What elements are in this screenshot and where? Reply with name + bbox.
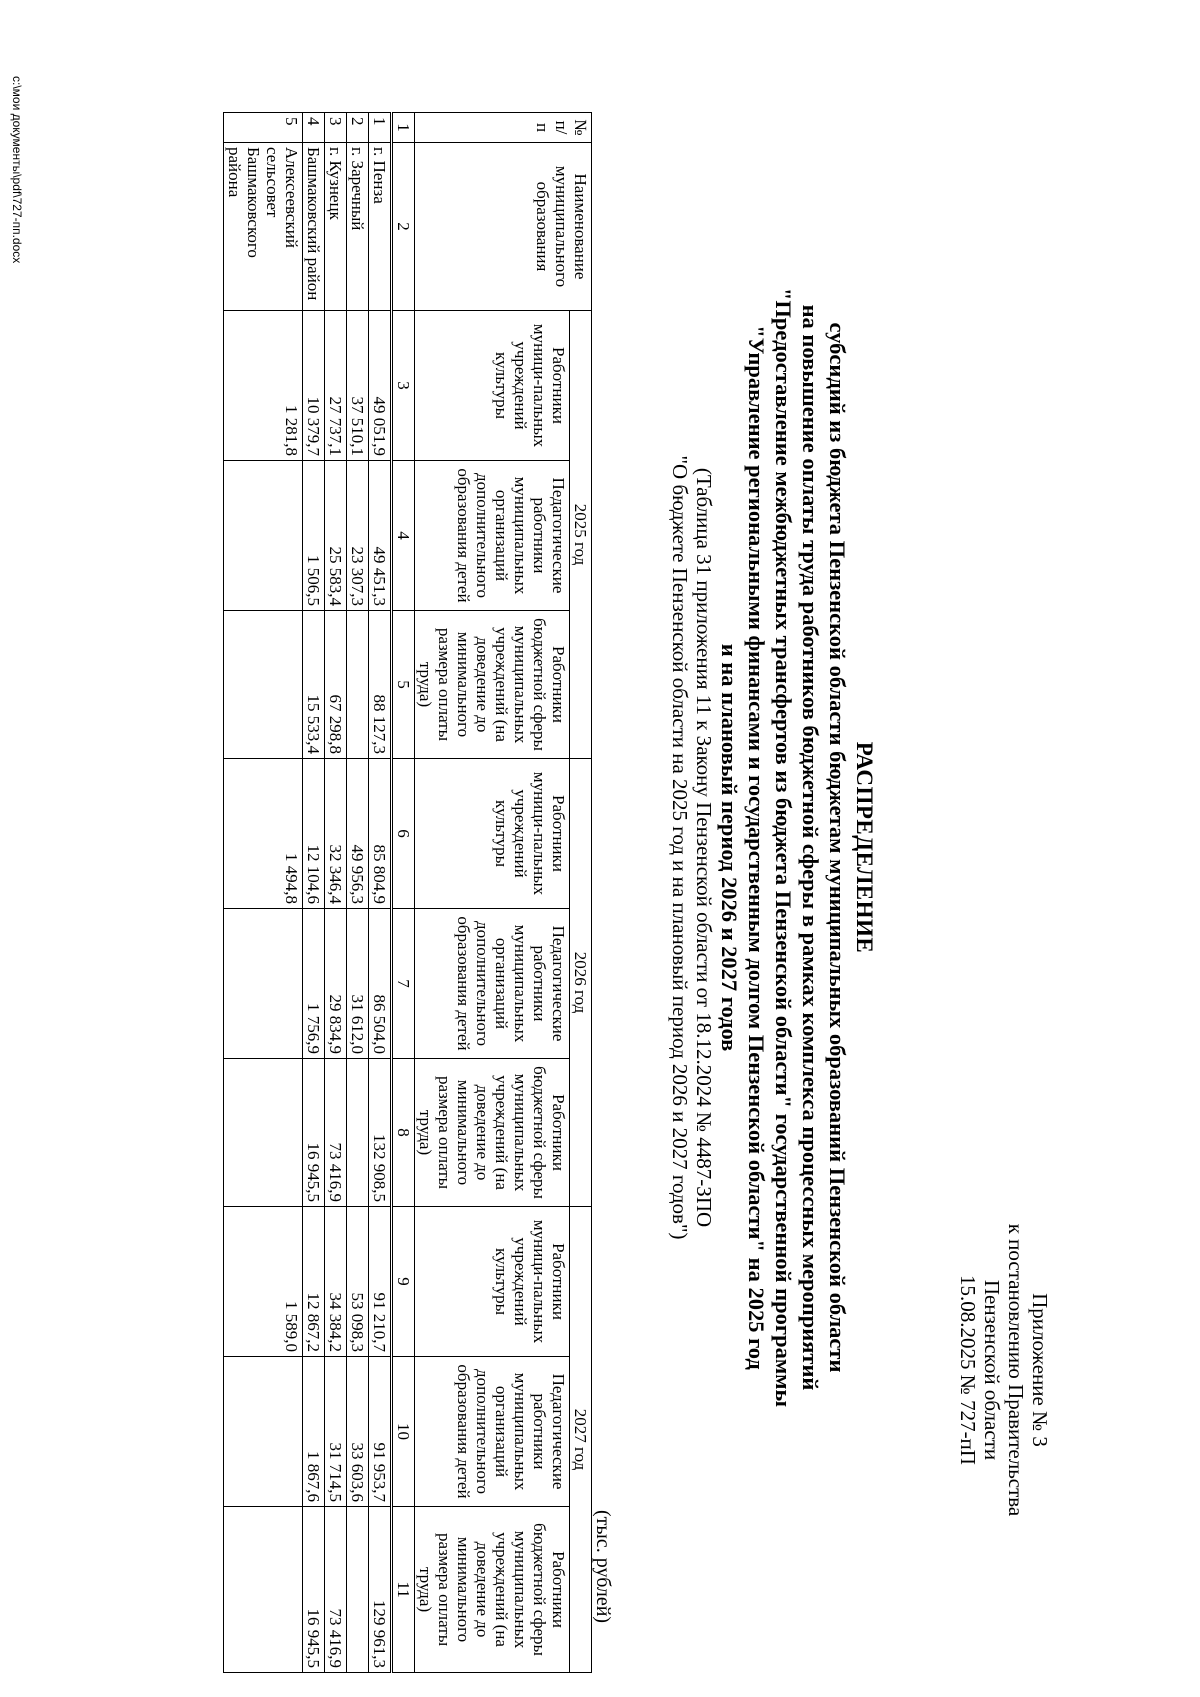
column-number: 6 [392,759,415,909]
header-number: № п/п [415,113,592,143]
header-year-2025: 2025 год [570,311,592,759]
header-teachers: Педагогические работники муниципальных организаций дополнительного образования детей [415,1357,570,1507]
value-cell [224,909,303,1059]
value-cell: 33 603,6 [347,1357,369,1507]
header-name: Наименование муниципального образования [415,143,592,311]
value-cell [224,611,303,759]
value-cell: 73 416,9 [325,1059,347,1207]
value-cell: 34 384,2 [325,1207,347,1357]
value-cell: 32 346,4 [325,759,347,909]
appendix-line: к постановлению Правительства [1004,1223,1028,1517]
value-cell: 53 098,3 [347,1207,369,1357]
value-cell [224,1507,303,1673]
header-culture: Работники муници-пальных учреждений культуры [415,311,570,461]
appendix-line: 15.08.2025 № 727-пП [956,1275,980,1465]
row-name: г. Пенза [369,143,392,311]
value-cell: 49 451,3 [369,461,392,611]
value-cell [347,611,369,759]
table-row [347,113,369,1673]
value-cell: 91 953,7 [369,1357,392,1507]
title-line: и на плановый период 2026 и 2027 годов [717,643,742,1052]
value-cell [347,1507,369,1673]
title-line: "Управление региональными финансами и государственным долгом Пензенской области" на 2025 год [744,325,769,1370]
units-label: (тыс. рублей) [592,1510,614,1624]
value-cell: 12 104,6 [303,759,325,909]
value-cell: 31 612,0 [347,909,369,1059]
header-year-2027: 2027 год [570,1207,592,1673]
title-heading: РАСПРЕДЕЛЕНИЕ [852,741,877,954]
row-number: 2 [347,113,369,143]
value-cell: 16 945,5 [303,1059,325,1207]
value-cell: 49 051,9 [369,311,392,461]
value-cell: 73 416,9 [325,1507,347,1673]
column-number: 4 [392,461,415,611]
value-cell [224,1059,303,1207]
title-line: "Предоставление межбюджетных трансфертов из бюджета Пензенской области" государственной программы [771,287,796,1408]
column-number: 9 [392,1207,415,1357]
header-teachers: Педагогические работники муниципальных организаций дополнительного образования детей [415,461,570,611]
value-cell: 12 867,2 [303,1207,325,1357]
value-cell: 31 714,5 [325,1357,347,1507]
value-cell: 86 504,0 [369,909,392,1059]
value-cell: 23 307,3 [347,461,369,611]
value-cell: 37 510,1 [347,311,369,461]
value-cell: 15 533,4 [303,611,325,759]
value-cell: 1 867,6 [303,1357,325,1507]
table-row [303,113,325,1673]
row-name: г. Кузнецк [325,143,347,311]
value-cell: 85 804,9 [369,759,392,909]
value-cell: 25 583,4 [325,461,347,611]
column-number: 2 [392,143,415,311]
header-budget: Работники бюджетной сферы муниципальных учреждений (на доведение до минимального размера оплаты труда) [415,1507,570,1673]
value-cell: 129 961,3 [369,1507,392,1673]
value-cell: 67 298,8 [325,611,347,759]
distribution-table [223,112,592,1673]
column-number: 1 [392,113,415,143]
column-number: 5 [392,611,415,759]
row-number: 3 [325,113,347,143]
value-cell: 49 956,3 [347,759,369,909]
appendix-block [956,1190,1052,1550]
table-row [224,113,303,1673]
title-line: на повышение оплаты труда работников бюджетной сферы в рамках комплекса процессных мероприятий [798,304,823,1391]
row-number: 1 [369,113,392,143]
file-path-footer: c:\мои документы\pdf\727-пп.docx [10,76,24,264]
table-row [325,113,347,1673]
value-cell [224,1357,303,1507]
row-number: 4 [303,113,325,143]
value-cell: 1 506,5 [303,461,325,611]
value-cell: 10 379,7 [303,311,325,461]
value-cell: 91 210,7 [369,1207,392,1357]
column-number: 11 [392,1507,415,1673]
row-name: Алексеевский сельсовет Башмаковского района [224,143,303,311]
title-subline: (Таблица 31 приложения 11 к Закону Пензенской области от 18.12.2024 № 4487-ЗПО [692,467,716,1228]
header-culture: Работники муници-пальных учреждений культуры [415,759,570,909]
value-cell [347,1059,369,1207]
header-budget: Работники бюджетной сферы муниципальных учреждений (на доведение до минимального размера оплаты труда) [415,611,570,759]
column-number: 3 [392,311,415,461]
value-cell: 1 589,0 [224,1207,303,1357]
value-cell: 1 756,9 [303,909,325,1059]
header-budget: Работники бюджетной сферы муниципальных учреждений (на доведение до минимального размера оплаты труда) [415,1059,570,1207]
header-teachers: Педагогические работники муниципальных организаций дополнительного образования детей [415,909,570,1059]
row-number: 5 [224,113,303,143]
column-number: 7 [392,909,415,1059]
appendix-line: Приложение № 3 [1028,1293,1052,1447]
row-name: Башмаковский район [303,143,325,311]
value-cell: 132 908,5 [369,1059,392,1207]
value-cell: 16 945,5 [303,1507,325,1673]
column-number: 8 [392,1059,415,1207]
value-cell: 27 737,1 [325,311,347,461]
header-year-2026: 2026 год [570,759,592,1207]
value-cell: 29 834,9 [325,909,347,1059]
title-line: субсидий из бюджета Пензенской области бюджетам муниципальных образований Пензенской области [825,322,850,1373]
column-number: 10 [392,1357,415,1507]
value-cell: 88 127,3 [369,611,392,759]
column-number-row [392,113,415,1673]
table-row [369,113,392,1673]
value-cell: 1 494,8 [224,759,303,909]
value-cell: 1 281,8 [224,311,303,461]
row-name: г. Заречный [347,143,369,311]
value-cell [224,461,303,611]
title-subline: "О бюджете Пензенской области на 2025 год и на плановый период 2026 и 2027 годов") [668,455,692,1240]
appendix-line: Пензенской области [980,1279,1004,1461]
document-title [668,55,878,1640]
header-culture: Работники муници-пальных учреждений культуры [415,1207,570,1357]
